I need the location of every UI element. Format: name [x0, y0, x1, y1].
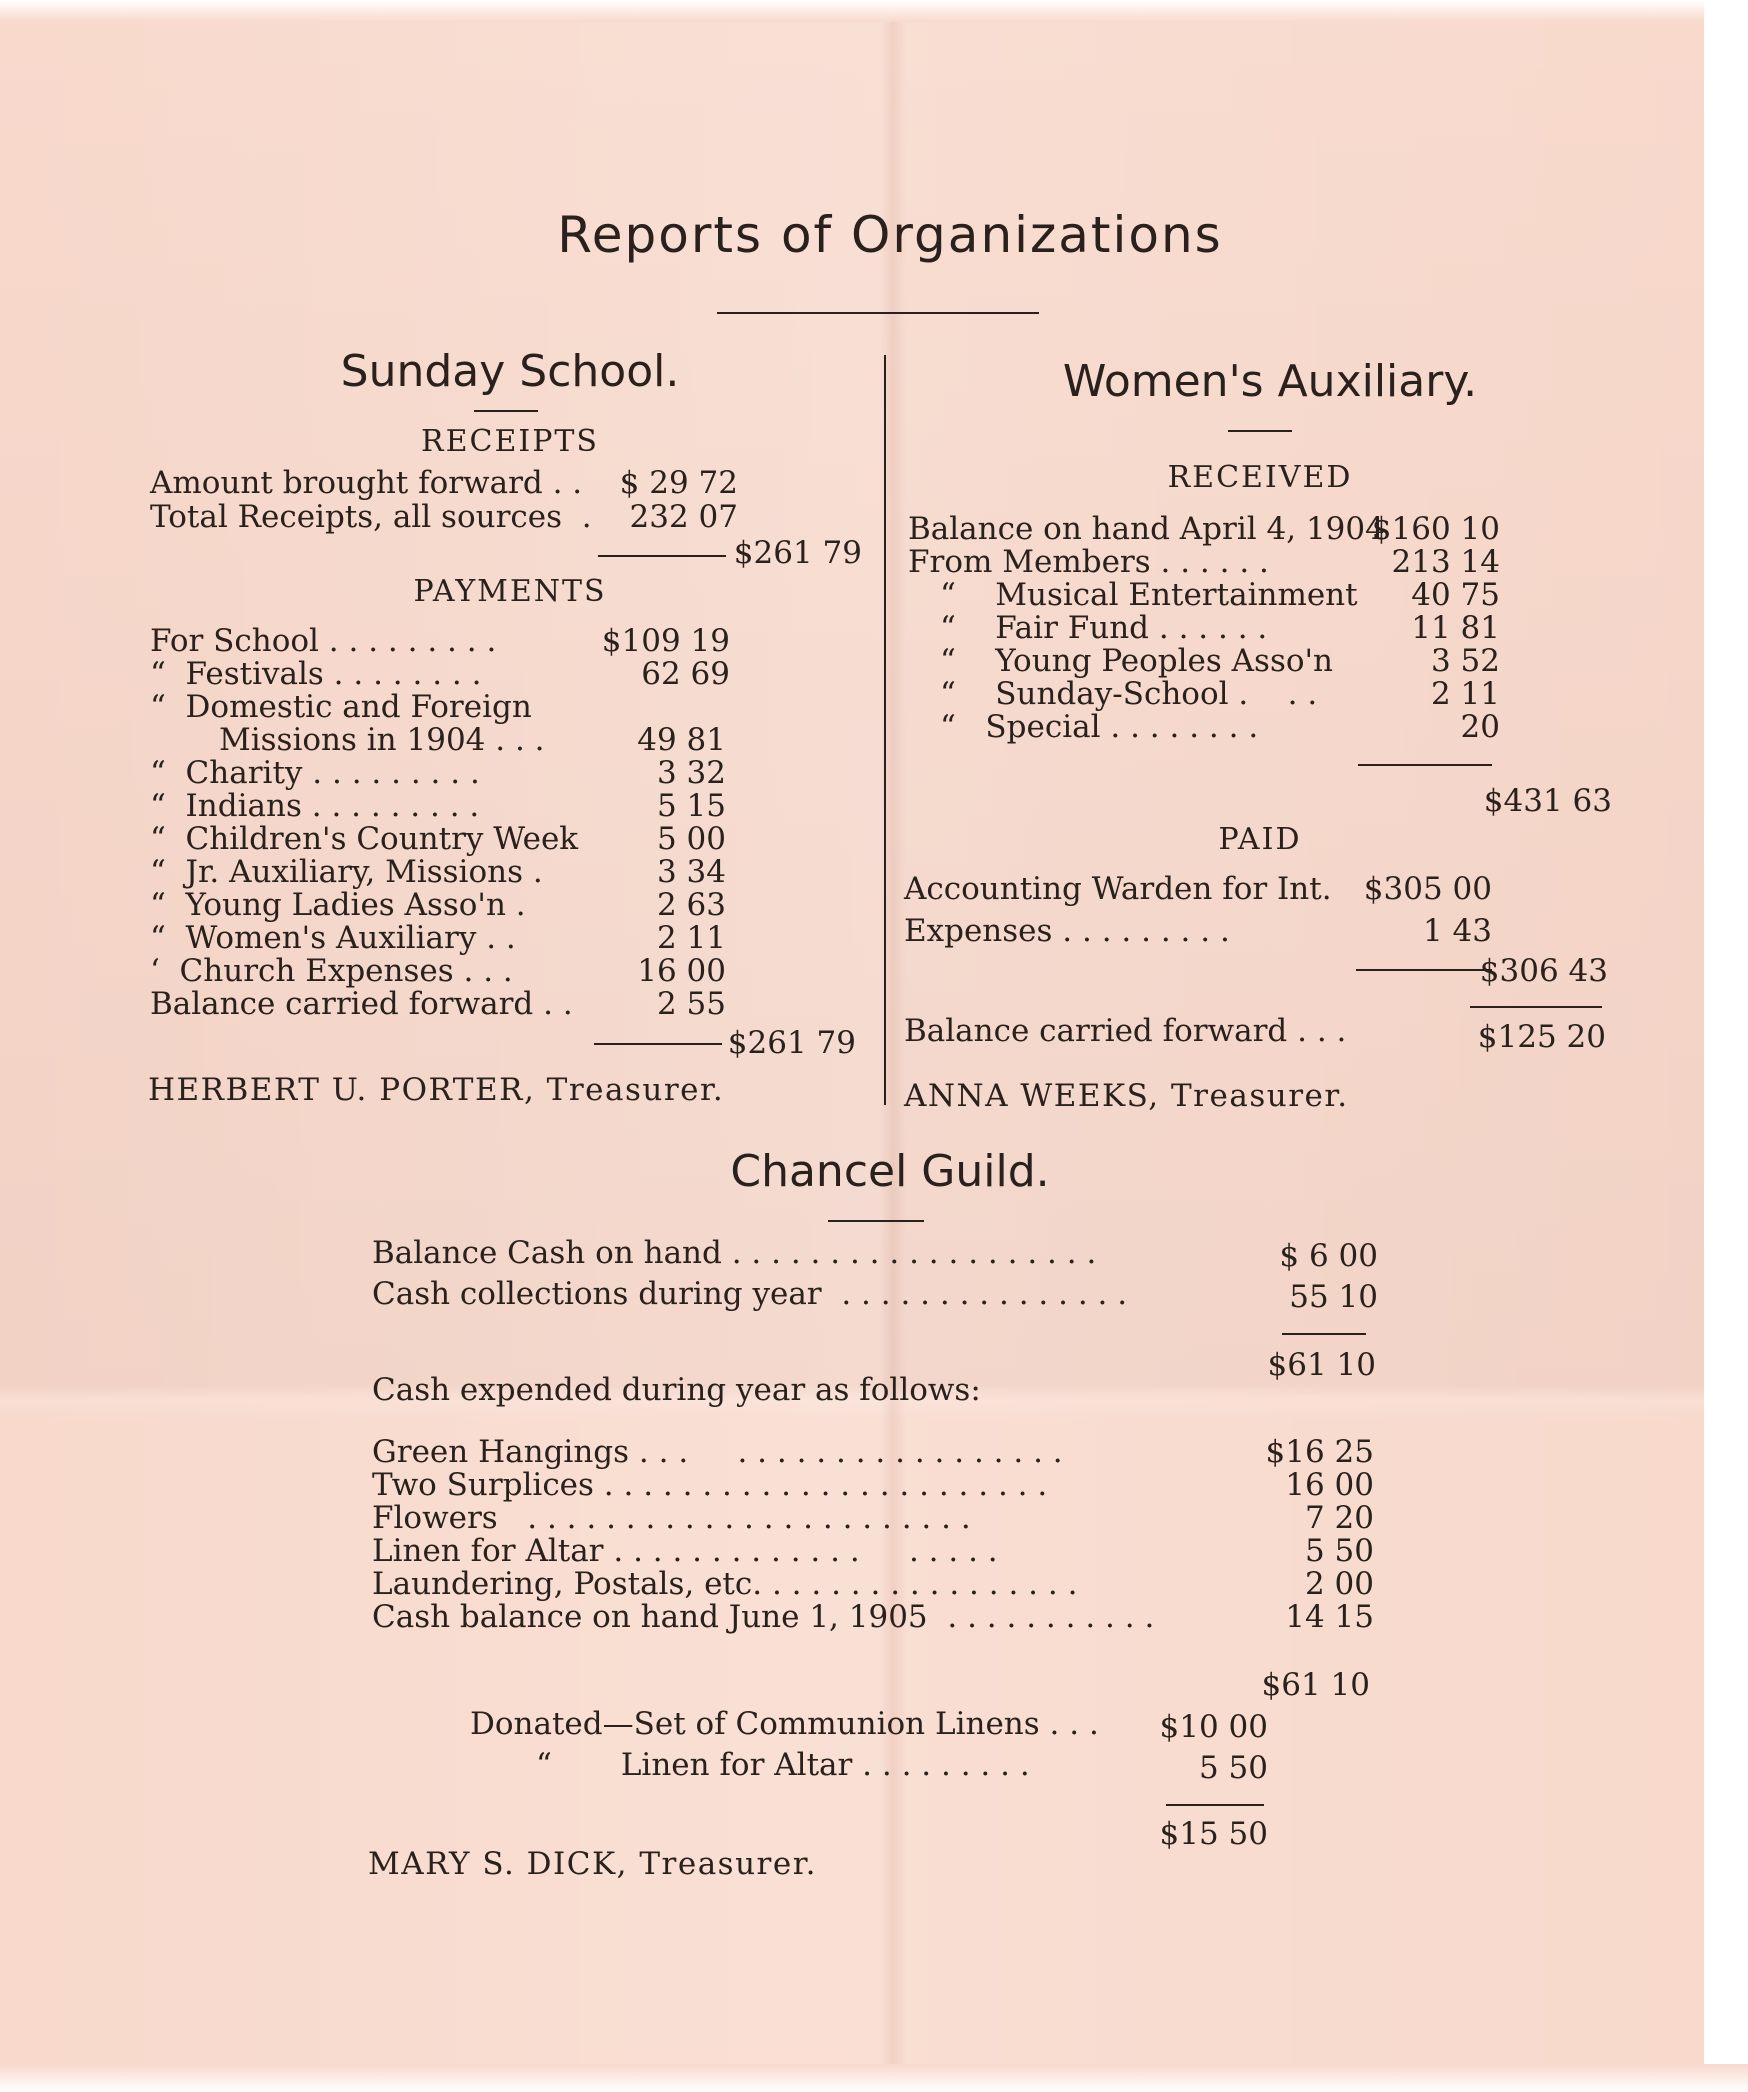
payment-amount: 62 69 [641, 656, 730, 692]
expense-label: Laundering, Postals, etc. . . . . . . . . . . . . . . . . [372, 1566, 1078, 1602]
cash-total: $61 10 [1267, 1347, 1376, 1383]
donated-label: “ Linen for Altar . . . . . . . . . [536, 1747, 1030, 1783]
payment-label: “ Young Ladies Asso'n . [150, 887, 526, 923]
received-total-rule [1358, 764, 1492, 766]
payment-label: Missions in 1904 . . . [150, 722, 545, 758]
cash-amount: $ 6 00 [1279, 1238, 1378, 1274]
paid-amount: 1 43 [1422, 913, 1492, 949]
expense-amount: 16 00 [1285, 1467, 1374, 1503]
received-amount: $160 10 [1371, 511, 1500, 547]
sunday-school-treasurer: HERBERT U. PORTER, Treasurer. [148, 1072, 725, 1108]
paid-heading: PAID [1218, 822, 1302, 857]
payment-amount: 2 63 [656, 887, 726, 923]
donated-amount: 5 50 [1198, 1750, 1268, 1786]
payment-amount: 5 00 [656, 821, 726, 857]
payment-amount: 49 81 [637, 722, 726, 758]
page-edge-top [0, 0, 1748, 22]
expense-amount: 14 15 [1285, 1599, 1374, 1635]
payment-amount: 2 55 [656, 986, 726, 1022]
expenses-total: $61 10 [1261, 1667, 1370, 1703]
received-label: From Members . . . . . . [908, 544, 1269, 580]
payment-amount: 16 00 [637, 953, 726, 989]
chancel-guild-title: Chancel Guild. [730, 1146, 1050, 1197]
received-label: “ Fair Fund . . . . . . [940, 610, 1268, 646]
payment-amount: $109 19 [601, 623, 730, 659]
payment-label: “ Domestic and Foreign [150, 689, 532, 725]
payment-amount: 3 32 [656, 755, 726, 791]
receipt-label: Total Receipts, all sources . [150, 499, 592, 535]
expense-amount: 7 20 [1304, 1500, 1374, 1536]
expense-label: Flowers . . . . . . . . . . . . . . . . . . . . . . . [372, 1500, 971, 1536]
donated-total-rule [1166, 1804, 1264, 1806]
payment-label: Balance carried forward . . [150, 986, 573, 1022]
payment-label: “ Jr. Auxiliary, Missions . [150, 854, 543, 890]
page-edge-bottom [0, 2064, 1748, 2092]
received-label: “ Special . . . . . . . . [940, 709, 1259, 745]
womens-auxiliary-divider [1228, 430, 1292, 432]
paid-total: $306 43 [1479, 953, 1608, 989]
expense-amount: $16 25 [1265, 1434, 1374, 1470]
receipts-heading: RECEIPTS [421, 424, 599, 459]
chancel-guild-treasurer: MARY S. DICK, Treasurer. [368, 1846, 817, 1882]
paid-label: Accounting Warden for Int. [904, 871, 1332, 907]
expended-heading: Cash expended during year as follows: [372, 1372, 981, 1408]
payment-amount: 5 15 [656, 788, 726, 824]
cash-amount: 55 10 [1289, 1279, 1378, 1315]
expense-label: Linen for Altar . . . . . . . . . . . . . . . . . . [372, 1533, 998, 1569]
sunday-school-divider [474, 410, 538, 412]
paid-amount: $305 00 [1363, 871, 1492, 907]
paid-label: Expenses . . . . . . . . . [904, 913, 1230, 949]
column-divider [884, 355, 886, 1105]
received-heading: RECEIVED [1167, 460, 1353, 495]
payments-heading: PAYMENTS [413, 574, 607, 609]
received-label: Balance on hand April 4, 1904 [908, 511, 1385, 547]
received-amount: 11 81 [1411, 610, 1500, 646]
title-divider [717, 312, 1039, 314]
payment-amount: 2 11 [656, 920, 726, 956]
chancel-guild-divider [828, 1220, 924, 1222]
received-amount: 3 52 [1430, 643, 1500, 679]
received-total: $431 63 [1483, 783, 1612, 819]
expense-amount: 2 00 [1304, 1566, 1374, 1602]
received-amount: 2 11 [1430, 676, 1500, 712]
expense-label: Cash balance on hand June 1, 1905 . . . . . . . . . . . [372, 1599, 1155, 1635]
received-label: “ Young Peoples Asso'n [940, 643, 1334, 679]
page-title: Reports of Organizations [557, 206, 1223, 264]
balance-amount: $125 20 [1477, 1019, 1606, 1055]
received-amount: 213 14 [1391, 544, 1500, 580]
page-edge-right [1704, 0, 1748, 2092]
payment-label: ‘ Church Expenses . . . [150, 953, 513, 989]
payments-total: $261 79 [727, 1025, 856, 1061]
sunday-school-title: Sunday School. [340, 346, 680, 397]
received-label: “ Sunday-School . . . [940, 676, 1318, 712]
received-amount: 20 [1460, 709, 1500, 745]
donated-total: $15 50 [1159, 1816, 1268, 1852]
expense-label: Two Surplices . . . . . . . . . . . . . . . . . . . . . . . [372, 1467, 1048, 1503]
payment-label: “ Charity . . . . . . . . . [150, 755, 480, 791]
payment-amount: 3 34 [656, 854, 726, 890]
cash-label: Cash collections during year . . . . . . . . . . . . . . . [372, 1276, 1128, 1312]
balance-rule [1470, 1006, 1602, 1008]
donated-amount: $10 00 [1159, 1709, 1268, 1745]
payment-label: “ Women's Auxiliary . . [150, 920, 516, 956]
expense-amount: 5 50 [1304, 1533, 1374, 1569]
payment-label: “ Children's Country Week [150, 821, 579, 857]
womens-auxiliary-title: Women's Auxiliary. [1062, 356, 1478, 407]
cash-total-rule [1282, 1333, 1366, 1335]
payment-label: “ Indians . . . . . . . . . [150, 788, 480, 824]
balance-label: Balance carried forward . . . [904, 1013, 1347, 1049]
receipt-amount: 232 07 [629, 499, 738, 535]
received-label: “ Musical Entertainment [940, 577, 1358, 613]
donated-label: Donated—Set of Communion Linens . . . [470, 1706, 1099, 1742]
womens-auxiliary-treasurer: ANNA WEEKS, Treasurer. [904, 1078, 1349, 1114]
receipts-total: $261 79 [733, 535, 862, 571]
cash-label: Balance Cash on hand . . . . . . . . . . . . . . . . . . . [372, 1235, 1097, 1271]
receipt-label: Amount brought forward . . [150, 465, 583, 501]
received-amount: 40 75 [1411, 577, 1500, 613]
payment-label: “ Festivals . . . . . . . . [150, 656, 482, 692]
payment-label: For School . . . . . . . . . [150, 623, 497, 659]
receipt-amount: $ 29 72 [619, 465, 738, 501]
expense-label: Green Hangings . . . . . . . . . . . . . . . . . . . . [372, 1434, 1063, 1470]
